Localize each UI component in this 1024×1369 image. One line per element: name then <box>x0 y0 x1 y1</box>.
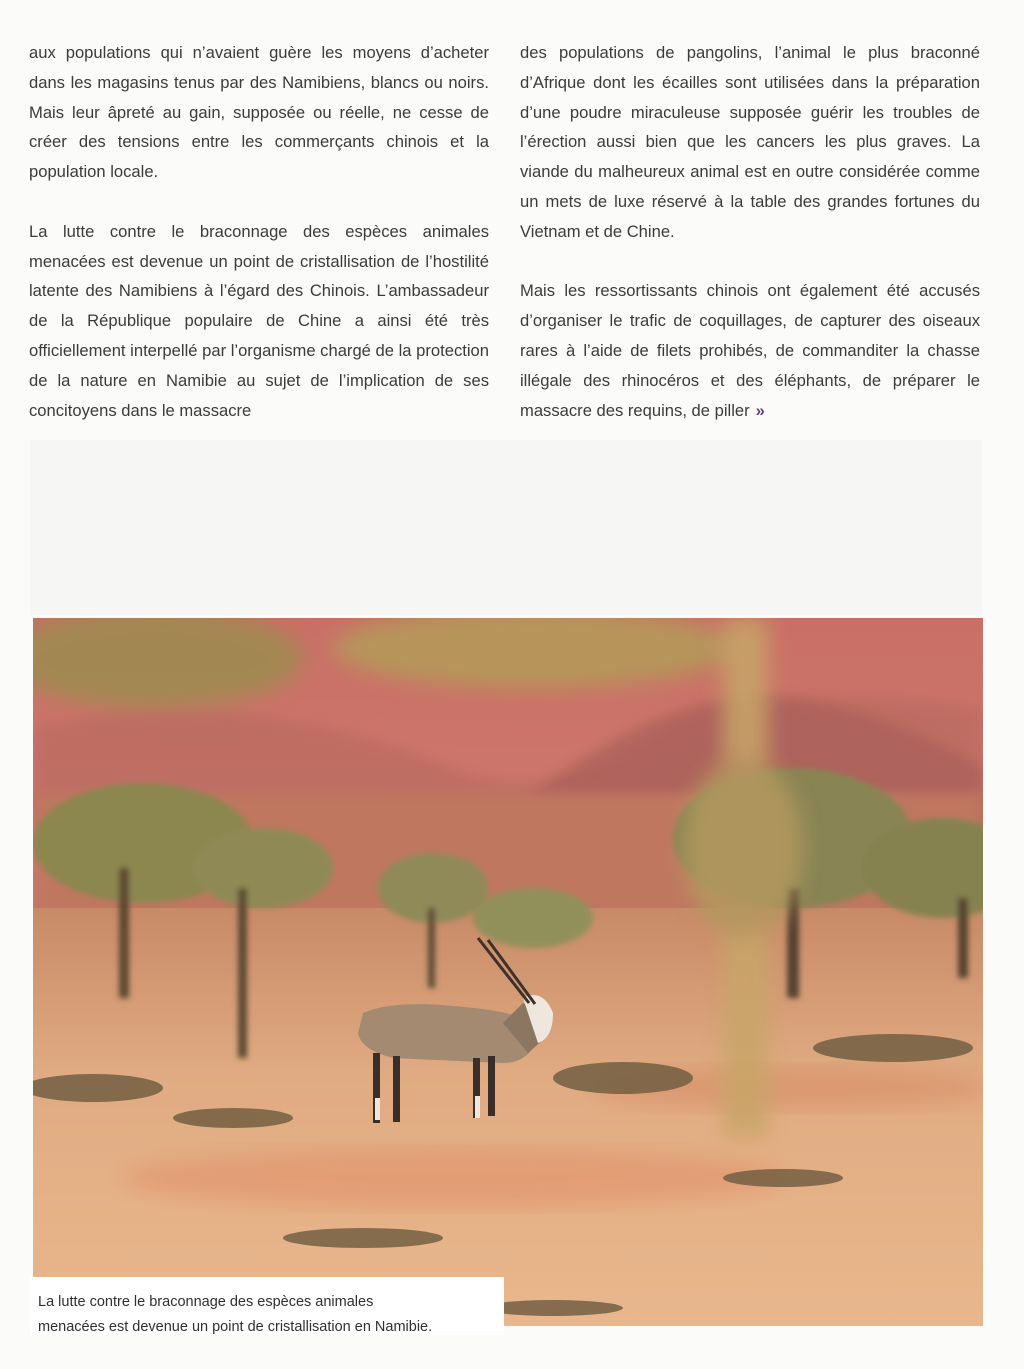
article-column-left <box>29 38 489 425</box>
continue-mark: » <box>755 400 765 420</box>
article-column-right <box>520 38 980 425</box>
caption-line: La lutte contre le braconnage des espèces animales <box>38 1294 374 1310</box>
paragraph <box>520 276 980 425</box>
paragraph: aux populations qui n’avaient guère les moyens d’acheter dans les magasins tenus par des Namibiens, blancs ou noirs. Mais leur âpreté au gain, supposée ou réelle, ne cesse de créer des tensions entre les commerçants chinois et la population locale. <box>29 43 489 182</box>
photo-caption <box>30 1277 504 1335</box>
paragraph: des populations de pangolins, l’animal le plus braconné d’Afrique dont les écailles sont utilisées dans la préparation d’une poudre miraculeuse supposée guérir les troubles de l’érection aussi bien que les cancers les plus graves. La viande du malheureux animal est en outre considérée comme un mets de luxe réservé à la table des grandes fortunes du Vietnam et de Chine. <box>520 43 980 241</box>
caption-line: menacées est devenue un point de cristallisation en Namibie. <box>38 1319 433 1335</box>
paragraph: La lutte contre le braconnage des espèces animales menacées est devenue un point de cristallisation de l’hostilité latente des Namibiens à l’égard des Chinois. L’ambassadeur de la République populaire de Chine a ainsi été très officiellement interpellé par l’organisme chargé de la protection de la nature en Namibie au sujet de l’implication de ses concitoyens dans le massacre <box>29 221 489 420</box>
show-through-area <box>30 440 982 615</box>
photo-illustration <box>33 618 983 1326</box>
paragraph-text: Mais les ressortissants chinois ont également été accusés d’organiser le trafic de coquillages, de capturer des oiseaux rares à l’aide de filets prohibés, de commanditer la chasse illégale des rhinocéros et des éléphants, de préparer le massacre des requins, de piller <box>520 281 980 420</box>
desert-photo <box>33 618 983 1326</box>
